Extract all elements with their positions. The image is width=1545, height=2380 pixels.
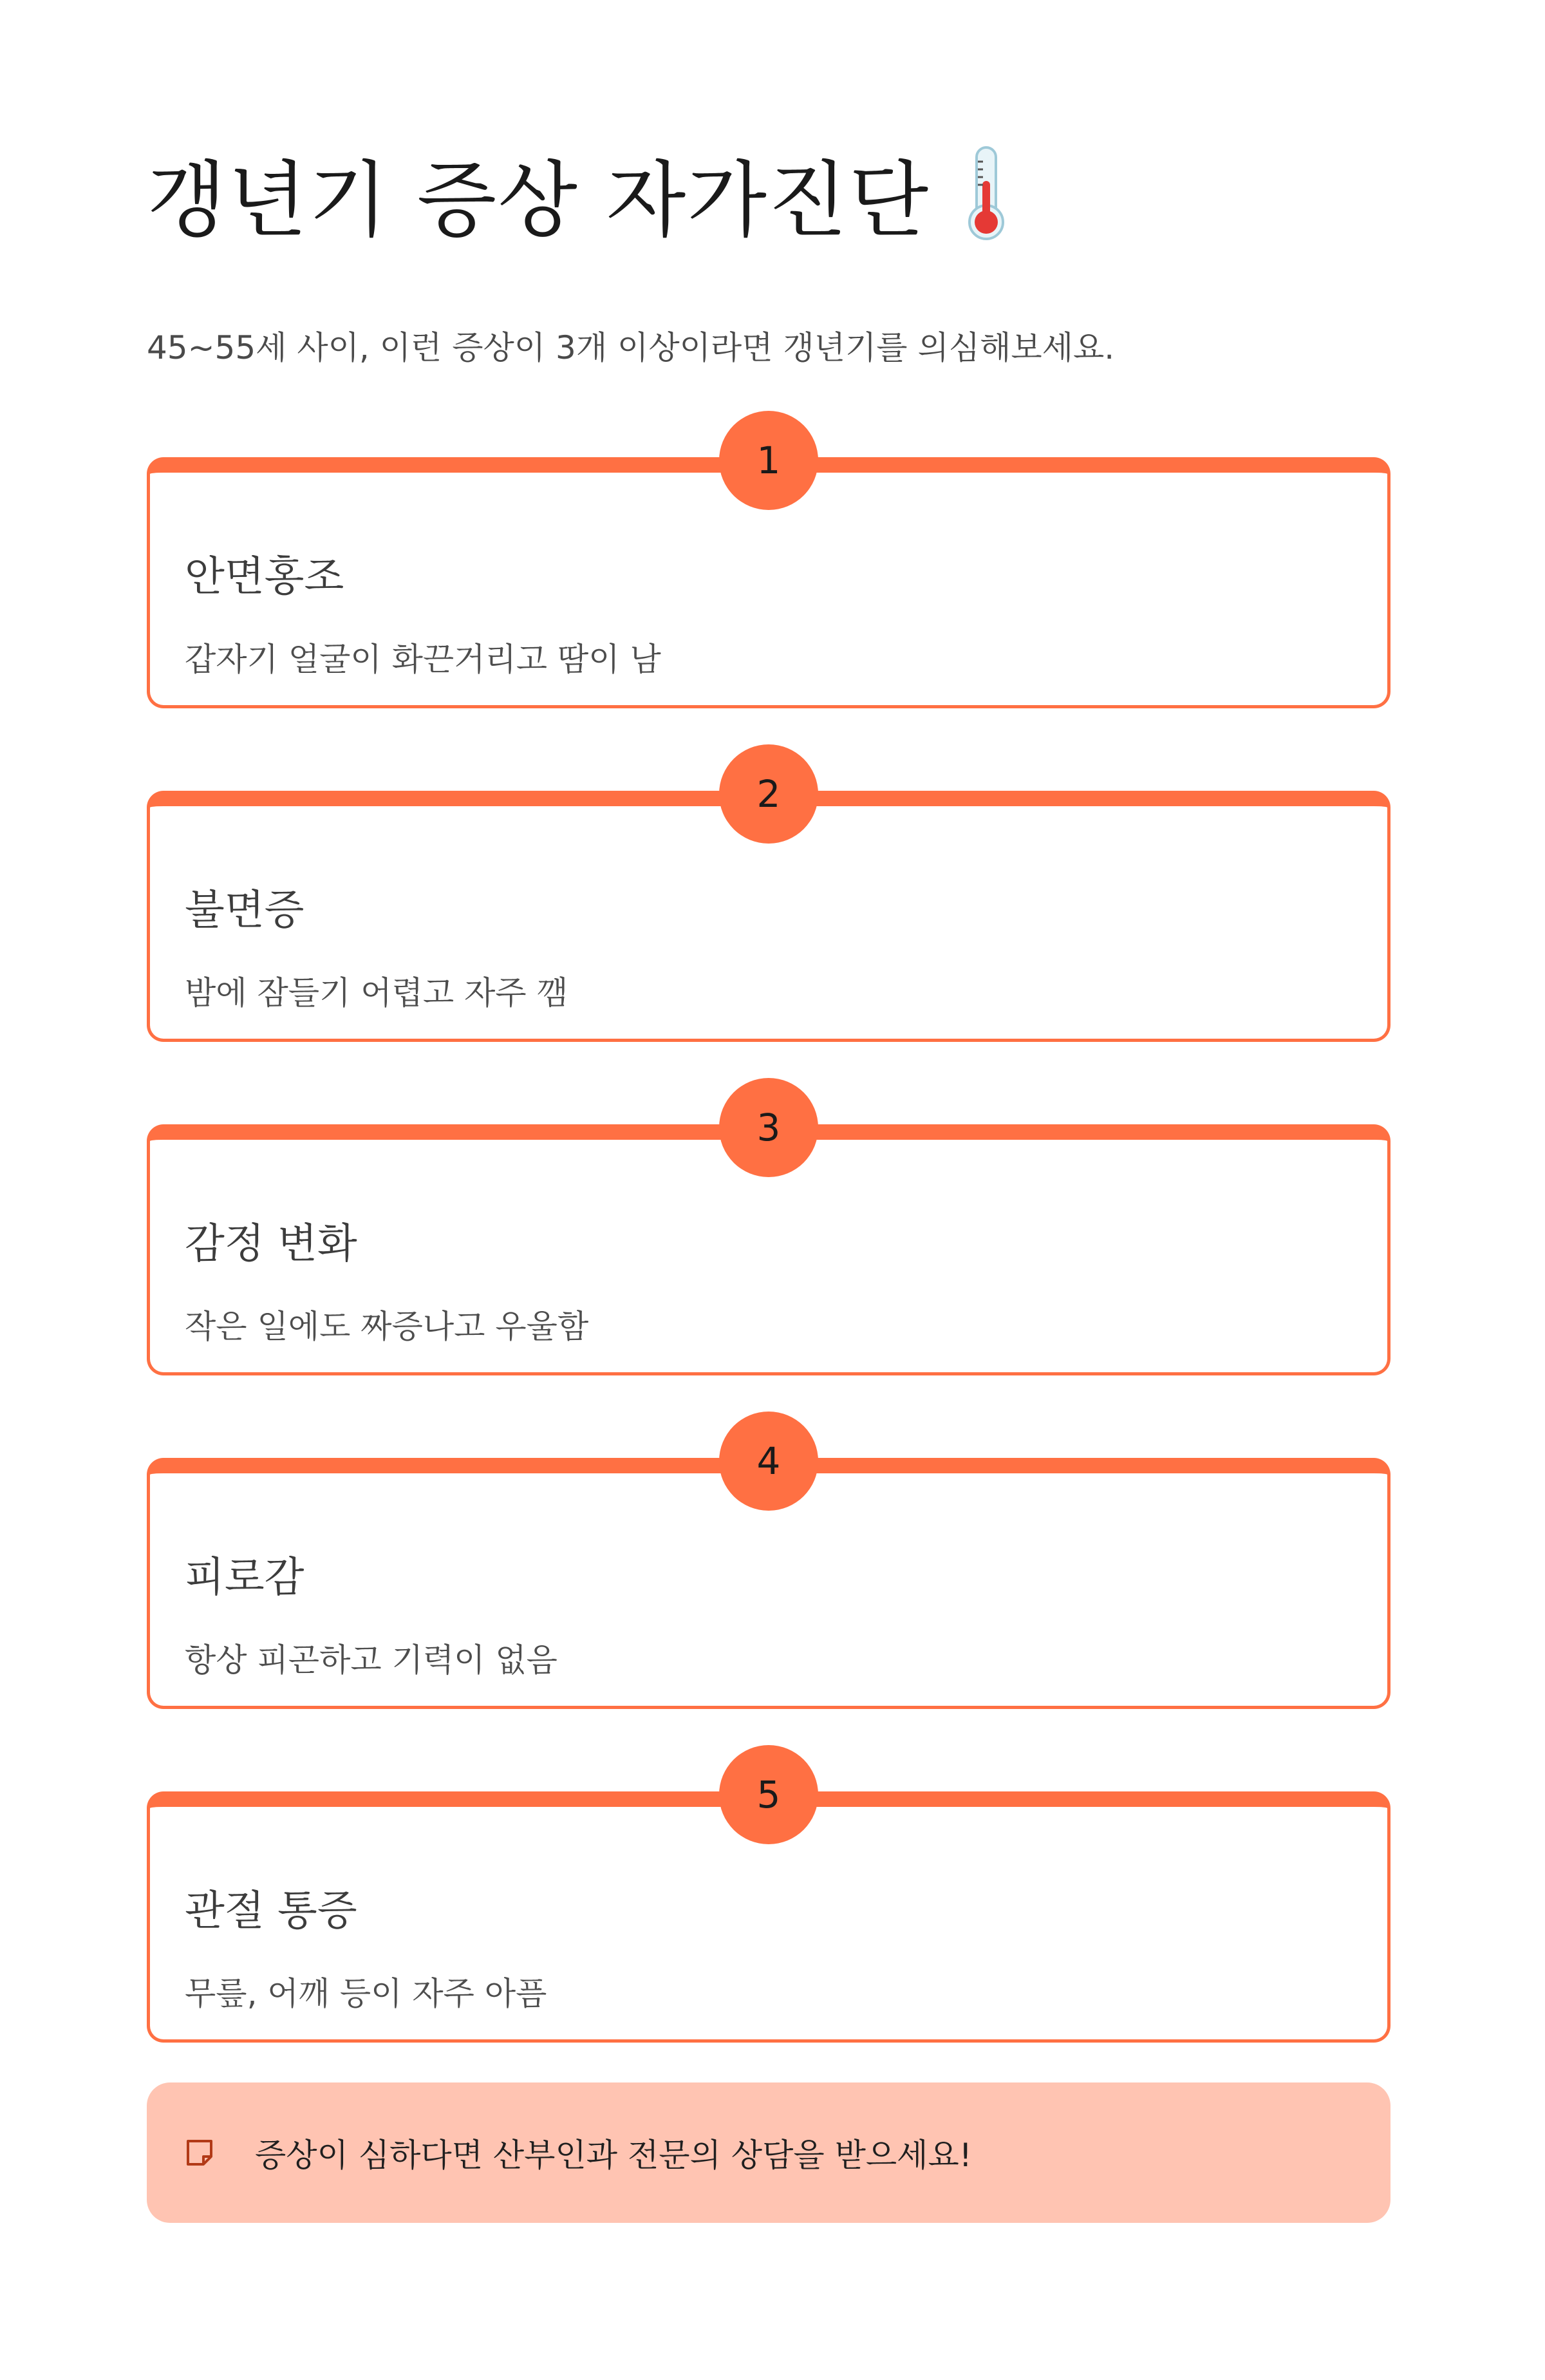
- note-text: 증상이 심하다면 산부인과 전문의 상담을 받으세요!: [255, 2137, 972, 2174]
- symptom-description: 밤에 잠들기 어렵고 자주 깸: [185, 974, 568, 1012]
- symptom-title: 불면증: [185, 887, 304, 934]
- consultation-note: [147, 2082, 1390, 2223]
- symptom-card: [147, 439, 1390, 708]
- symptom-title: 안면홍조: [185, 553, 344, 601]
- symptom-card: [147, 1106, 1390, 1375]
- symptom-card: [147, 772, 1390, 1042]
- step-number-badge: 1: [719, 411, 818, 510]
- page-title-text: 갱년기 증상 자가진단: [147, 153, 930, 249]
- page-title: [147, 142, 1007, 249]
- page-subtitle: 45~55세 사이, 이런 증상이 3개 이상이라면 갱년기를 의심해보세요.: [147, 329, 1115, 366]
- symptom-card: [147, 1773, 1390, 2043]
- step-number-badge: 5: [719, 1745, 818, 1844]
- symptom-description: 갑자기 얼굴이 화끈거리고 땀이 남: [185, 641, 661, 678]
- step-number-badge: 2: [719, 744, 818, 844]
- memo-icon: [184, 2137, 215, 2168]
- symptom-title: 피로감: [185, 1554, 304, 1601]
- symptom-description: 작은 일에도 짜증나고 우울함: [185, 1308, 589, 1345]
- step-number-badge: 4: [719, 1412, 818, 1511]
- symptom-title: 감정 변화: [185, 1220, 357, 1268]
- symptom-card: [147, 1439, 1390, 1709]
- symptom-description: 무릎, 어깨 등이 자주 아픔: [185, 1975, 547, 2012]
- step-number-badge: 3: [719, 1078, 818, 1177]
- symptom-title: 관절 통증: [185, 1887, 357, 1935]
- symptom-description: 항상 피곤하고 기력이 없음: [185, 1641, 557, 1679]
- thermometer-icon: [966, 145, 1007, 241]
